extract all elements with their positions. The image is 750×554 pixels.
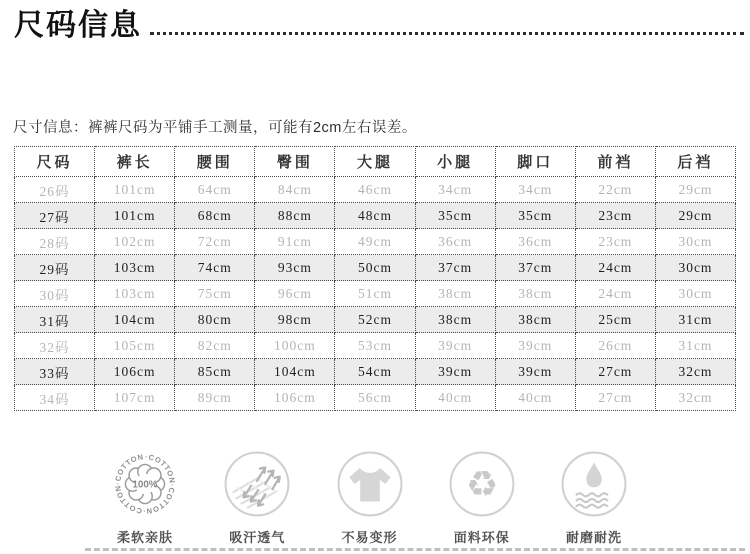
table-cell: 30cm — [655, 229, 735, 255]
table-cell: 48cm — [335, 203, 415, 229]
table-cell: 23cm — [575, 203, 655, 229]
table-row — [15, 229, 736, 255]
column-header: 前裆 — [575, 147, 655, 177]
table-cell: 31cm — [655, 333, 735, 359]
size-table-body — [15, 177, 736, 411]
size-table — [14, 146, 736, 411]
table-cell: 24cm — [575, 255, 655, 281]
table-row — [15, 359, 736, 385]
table-cell: 27cm — [575, 385, 655, 411]
bottom-dashed-rule — [85, 548, 745, 551]
table-cell: 93cm — [255, 255, 335, 281]
size-table-wrap — [14, 146, 736, 411]
page-title: 尺码信息 — [14, 9, 142, 42]
table-row — [15, 281, 736, 307]
table-cell: 34cm — [415, 177, 495, 203]
table-cell: 26cm — [575, 333, 655, 359]
table-row — [15, 333, 736, 359]
feature-soft — [95, 450, 195, 546]
svg-text:100%: 100% — [132, 479, 158, 491]
recycle-icon — [448, 450, 516, 518]
cotton-100-badge-icon — [111, 450, 179, 518]
table-cell: 31cm — [655, 307, 735, 333]
title-dotted-rule — [150, 32, 744, 35]
table-cell: 91cm — [255, 229, 335, 255]
table-row — [15, 177, 736, 203]
table-cell: 40cm — [415, 385, 495, 411]
feature-shape — [320, 450, 420, 546]
table-cell: 104cm — [255, 359, 335, 385]
table-cell: 56cm — [335, 385, 415, 411]
table-cell: 46cm — [335, 177, 415, 203]
feature-badges — [95, 450, 644, 546]
table-cell: 35cm — [415, 203, 495, 229]
table-cell: 29cm — [655, 177, 735, 203]
table-cell: 39cm — [495, 359, 575, 385]
size-cell: 32码 — [15, 333, 95, 359]
size-cell: 29码 — [15, 255, 95, 281]
column-header: 小腿 — [415, 147, 495, 177]
table-cell: 89cm — [175, 385, 255, 411]
table-cell: 36cm — [495, 229, 575, 255]
table-cell: 51cm — [335, 281, 415, 307]
table-cell: 30cm — [655, 255, 735, 281]
svg-text:♻: ♻ — [465, 463, 498, 506]
table-cell: 37cm — [495, 255, 575, 281]
size-cell: 27码 — [15, 203, 95, 229]
table-cell: 36cm — [415, 229, 495, 255]
feature-label: 耐磨耐洗 — [565, 530, 622, 545]
table-cell: 64cm — [175, 177, 255, 203]
table-cell: 72cm — [175, 229, 255, 255]
table-cell: 85cm — [175, 359, 255, 385]
size-table-header-row — [15, 147, 736, 177]
table-cell: 101cm — [95, 177, 175, 203]
table-cell: 82cm — [175, 333, 255, 359]
table-cell: 106cm — [95, 359, 175, 385]
size-cell: 34码 — [15, 385, 95, 411]
table-cell: 80cm — [175, 307, 255, 333]
water-drop-waves-icon — [560, 450, 628, 518]
measurement-note: 尺寸信息：裤裤尺码为平铺手工测量，可能有2cm左右误差。 — [13, 120, 417, 136]
table-cell: 106cm — [255, 385, 335, 411]
table-cell: 39cm — [415, 359, 495, 385]
table-cell: 38cm — [415, 281, 495, 307]
column-header: 腰围 — [175, 147, 255, 177]
table-cell: 37cm — [415, 255, 495, 281]
feature-eco — [432, 450, 532, 546]
table-cell: 54cm — [335, 359, 415, 385]
feature-label: 面料环保 — [453, 530, 510, 545]
table-cell: 105cm — [95, 333, 175, 359]
column-header: 脚口 — [495, 147, 575, 177]
feature-breathable — [207, 450, 307, 546]
table-cell: 40cm — [495, 385, 575, 411]
table-cell: 53cm — [335, 333, 415, 359]
table-cell: 101cm — [95, 203, 175, 229]
table-cell: 104cm — [95, 307, 175, 333]
table-cell: 27cm — [575, 359, 655, 385]
table-cell: 29cm — [655, 203, 735, 229]
table-cell: 38cm — [495, 281, 575, 307]
table-cell: 74cm — [175, 255, 255, 281]
table-cell: 22cm — [575, 177, 655, 203]
table-cell: 100cm — [255, 333, 335, 359]
column-header: 大腿 — [335, 147, 415, 177]
feature-label: 柔软亲肤 — [116, 530, 173, 545]
table-cell: 32cm — [655, 385, 735, 411]
breathable-fabric-icon — [223, 450, 291, 518]
table-cell: 23cm — [575, 229, 655, 255]
size-cell: 28码 — [15, 229, 95, 255]
table-cell: 35cm — [495, 203, 575, 229]
table-cell: 39cm — [495, 333, 575, 359]
table-cell: 52cm — [335, 307, 415, 333]
table-row — [15, 203, 736, 229]
table-cell: 84cm — [255, 177, 335, 203]
column-header: 裤长 — [95, 147, 175, 177]
table-cell: 32cm — [655, 359, 735, 385]
column-header: 尺码 — [15, 147, 95, 177]
column-header: 后裆 — [655, 147, 735, 177]
table-cell: 38cm — [495, 307, 575, 333]
table-cell: 88cm — [255, 203, 335, 229]
table-cell: 39cm — [415, 333, 495, 359]
section-header — [14, 10, 744, 42]
size-cell: 26码 — [15, 177, 95, 203]
table-row — [15, 385, 736, 411]
table-cell: 50cm — [335, 255, 415, 281]
table-cell: 103cm — [95, 281, 175, 307]
table-cell: 30cm — [655, 281, 735, 307]
feature-label: 不易变形 — [341, 530, 398, 545]
column-header: 臀围 — [255, 147, 335, 177]
table-cell: 102cm — [95, 229, 175, 255]
table-row — [15, 307, 736, 333]
table-cell: 34cm — [495, 177, 575, 203]
tshirt-icon — [336, 450, 404, 518]
feature-label: 吸汗透气 — [229, 530, 286, 545]
size-cell: 30码 — [15, 281, 95, 307]
table-row — [15, 255, 736, 281]
table-cell: 75cm — [175, 281, 255, 307]
table-cell: 49cm — [335, 229, 415, 255]
table-cell: 96cm — [255, 281, 335, 307]
table-cell: 68cm — [175, 203, 255, 229]
table-cell: 98cm — [255, 307, 335, 333]
table-cell: 103cm — [95, 255, 175, 281]
table-cell: 24cm — [575, 281, 655, 307]
svg-text:·COTTON·COTTON·COTTON·COTTON: ·COTTON·COTTON·COTTON·COTTON — [113, 452, 177, 516]
size-cell: 31码 — [15, 307, 95, 333]
table-cell: 107cm — [95, 385, 175, 411]
table-cell: 25cm — [575, 307, 655, 333]
table-cell: 38cm — [415, 307, 495, 333]
feature-durable — [544, 450, 644, 546]
size-cell: 33码 — [15, 359, 95, 385]
